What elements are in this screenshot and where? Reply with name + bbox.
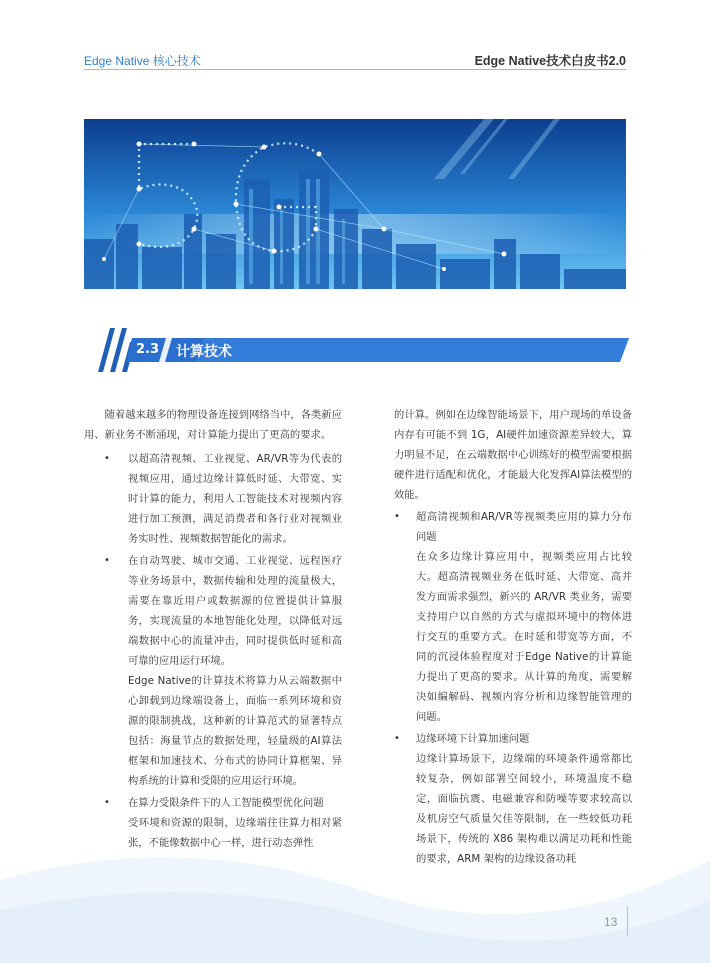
bullet-icon: •	[394, 511, 400, 522]
list-item-heading: 边缘环境下计算加速问题	[416, 733, 530, 745]
list-item-body: 在众多边缘计算应用中，视频类应用占比较大。超高清视频业务在低时延、大带宽、高并发方面需求强烈，新兴的 AR/VR 类业务，需要支持用户以自然的方式与虚拟环境中的物体进行交互的重要方式。在时延和带宽等方面，不同的沉浸体验程度对于Edge Native的计算能力提出了更高的要求。从计算的角度，需要解决如编解码、视频内容分析和边缘智能管理的问题。	[416, 551, 632, 723]
bullet-icon: •	[104, 453, 110, 464]
intro-paragraph: 随着越来越多的物理设备连接到网络当中，各类新应用、新业务不断涌现，对计算能力提出了更高的要求。	[84, 409, 342, 441]
page-number: 13	[604, 915, 618, 929]
section-heading-decoration	[84, 328, 629, 376]
list-item-heading: 在算力受限条件下的人工智能模型优化问题	[128, 797, 324, 809]
bullet-icon: •	[104, 555, 110, 566]
header-divider	[84, 69, 626, 70]
list-item-heading: 超高清视频和AR/VR等视频类应用的算力分布问题	[416, 511, 632, 543]
continued-paragraph: 的计算。例如在边缘智能场景下，用户现场的单设备内存有可能不到 1G，AI硬件加速资源差异较大，算力明显不足，在云端数据中心训练好的模型需要根据硬件进行适配和优化，才能最大化发挥AI算法模型的效能。	[394, 409, 632, 501]
list-item	[84, 449, 342, 549]
running-header-right: Edge Native技术白皮书2.0	[474, 54, 626, 68]
page-number-divider	[627, 906, 628, 936]
running-header-left: Edge Native 核心技术	[84, 54, 201, 68]
city-5g-banner-image	[84, 119, 626, 289]
list-item-text: 以超高清视频、工业视觉、AR/VR等为代表的视频应用，通过边缘计算低时延、大带宽、实时计算的能力，利用人工智能技术对视频内容进行加工预测，满足消费者和各行业对视频业务实时性、视频数据智能化的需求。	[128, 453, 342, 545]
section-number: 2.3	[136, 342, 160, 357]
body-paragraph: Edge Native的计算技术将算力从云端数据中心卸载到边缘端设备上，面临一系列环境和资源的限制挑战，这种新的计算范式的显著特点包括：海量节点的数据处理，轻量级的AI算法框架和加速技术、分布式的协同计算框架、异构系统的计算和受限的应用运行环境。	[128, 675, 342, 787]
list-item	[394, 507, 632, 547]
background-wave-decoration	[0, 740, 710, 963]
list-item-text: 在自动驾驶、城市交通、工业视觉、远程医疗等业务场景中，数据传输和处理的流量极大，需要在靠近用户或数据源的位置提供计算服务，实现流量的本地智能化处理，以降低对远端数据中心的流量冲击，同时提供低时延和高可靠的应用运行环境。	[128, 555, 342, 667]
section-heading	[84, 328, 629, 376]
list-item-body: 受环境和资源的限制，边缘端往往算力相对紧张，不能像数据中心一样，进行动态弹性	[128, 817, 342, 849]
list-item-body: 边缘计算场景下，边缘端的环境条件通常都比较复杂，例如部署空间较小，环境温度不稳定，面临抗震、电磁兼容和防噪等要求较高以及机房空气质量欠佳等限制，在一些较低功耗场景下，传统的 X86 架构难以满足功耗和性能的要求，ARM 架构的边缘设备功耗	[416, 753, 632, 865]
bullet-icon: •	[104, 797, 110, 808]
section-title: 计算技术	[176, 344, 232, 360]
list-item	[84, 551, 342, 671]
bullet-icon: •	[394, 733, 400, 744]
